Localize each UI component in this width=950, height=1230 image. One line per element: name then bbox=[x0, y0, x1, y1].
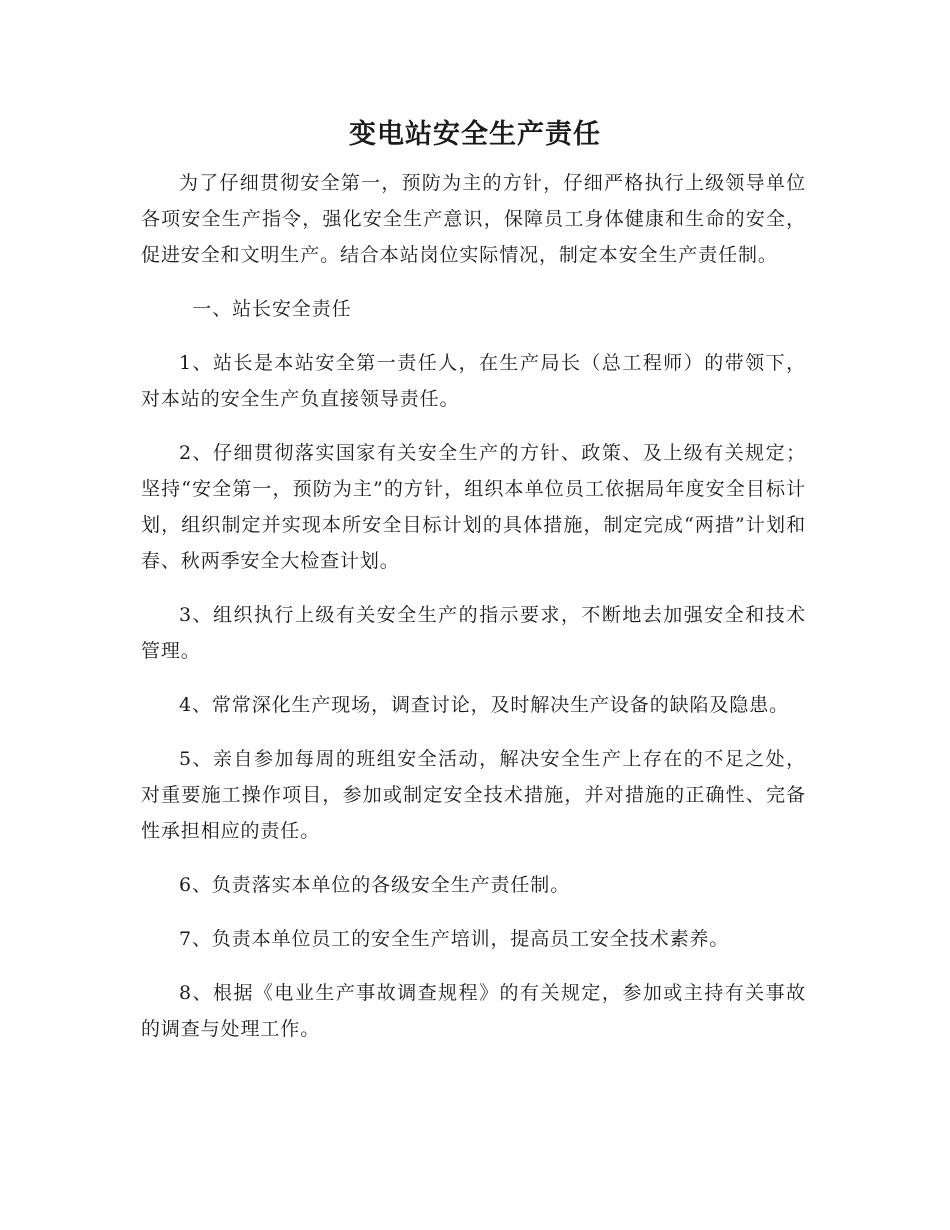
list-item: 1、站长是本站安全第一责任人，在生产局长（总工程师）的带领下，对本站的安全生产负直接领导责任。 bbox=[141, 352, 806, 410]
list-item: 6、负责落实本单位的各级安全生产责任制。 bbox=[179, 874, 571, 896]
list-item: 2、仔细贯彻落实国家有关安全生产的方针、政策、及上级有关规定；坚持“安全第一，预防为主”的方针，组织本单位员工依据局年度安全目标计划，组织制定并实现本所安全目标计划的具体措施，制定完成“两措”计划和春、秋两季安全大检查计划。 bbox=[141, 442, 806, 572]
document-title: 变电站安全生产责任 bbox=[349, 119, 601, 150]
list-item: 3、组织执行上级有关安全生产的指示要求，不断地去加强安全和技术管理。 bbox=[141, 604, 806, 662]
list-item: 4、常常深化生产现场，调查讨论，及时解决生产设备的缺陷及隐患。 bbox=[179, 694, 789, 716]
list-item: 8、根据《电业生产事故调查规程》的有关规定，参加或主持有关事故的调查与处理工作。 bbox=[141, 982, 806, 1040]
section-heading: 一、站长安全责任 bbox=[192, 298, 352, 320]
list-item: 7、负责本单位员工的安全生产培训，提高员工安全技术素养。 bbox=[179, 928, 730, 950]
list-item: 5、亲自参加每周的班组安全活动，解决安全生产上存在的不足之处，对重要施工操作项目，参加或制定安全技术措施，并对措施的正确性、完备性承担相应的责任。 bbox=[141, 748, 806, 842]
document-body bbox=[141, 165, 806, 1065]
intro-paragraph: 为了仔细贯彻安全第一，预防为主的方针，仔细严格执行上级领导单位各项安全生产指令，强化安全生产意识，保障员工身体健康和生命的安全，促进安全和文明生产。结合本站岗位实际情况，制定本安全生产责任制。 bbox=[141, 172, 806, 266]
